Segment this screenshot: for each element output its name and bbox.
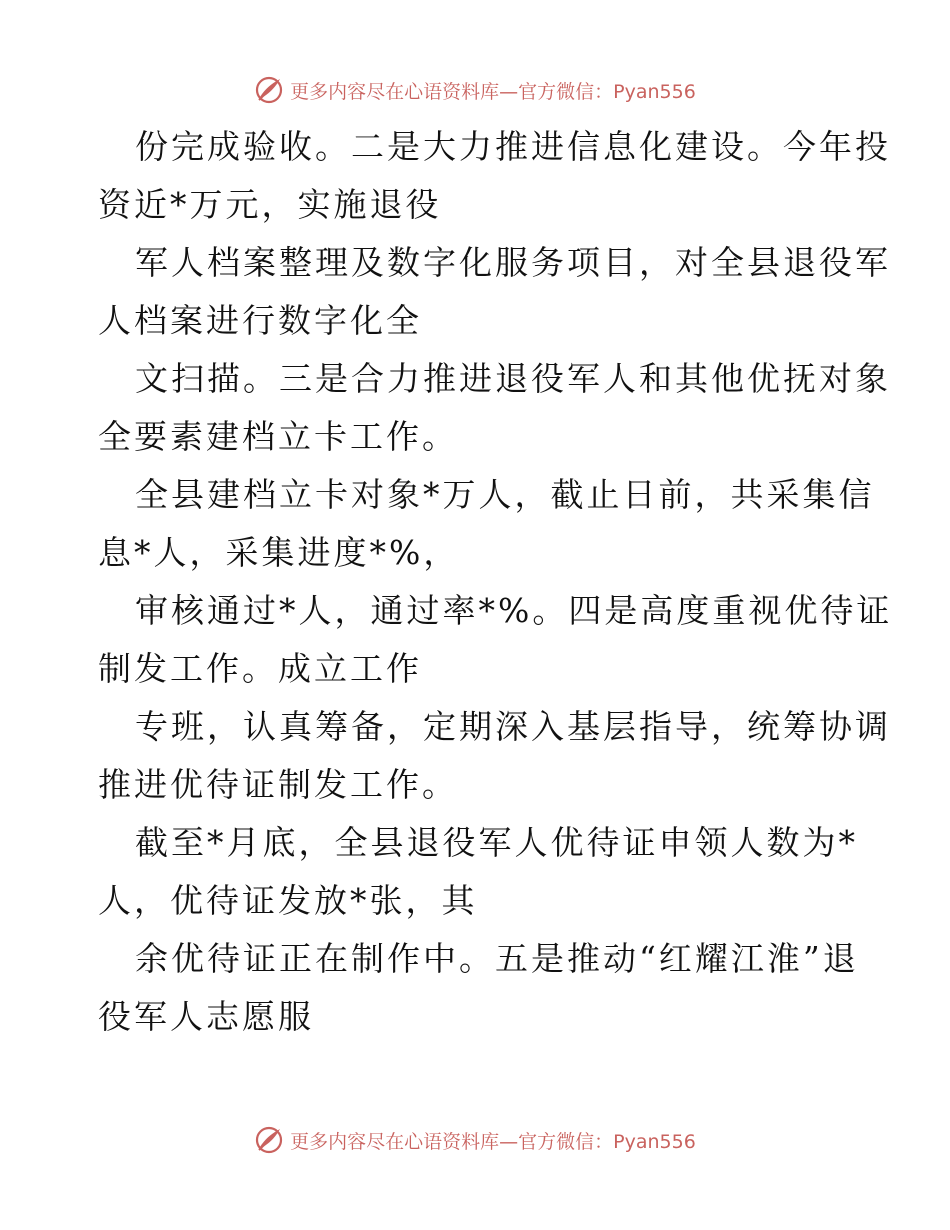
text-line: 余优待证正在制作中。五是推动“红耀江淮”退 <box>135 939 859 978</box>
text-line: 资近*万元，实施退役 <box>98 185 442 224</box>
text-line: 推进优待证制发工作。 <box>98 765 458 804</box>
text-line: 审核通过*人，通过率*%。四是高度重视优待证 <box>135 591 893 630</box>
text-line: 制发工作。成立工作 <box>98 649 422 688</box>
quill-logo-icon <box>254 1125 284 1155</box>
text-line: 全要素建档立卡工作。 <box>98 417 458 456</box>
text-line: 役军人志愿服 <box>98 997 314 1036</box>
text-line: 截至*月底，全县退役军人优待证申领人数为* <box>135 823 858 862</box>
text-line: 息*人，采集进度*%， <box>98 533 460 572</box>
header-watermark <box>0 70 950 110</box>
text-line: 专班，认真筹备，定期深入基层指导，统筹协调 <box>135 707 891 746</box>
quill-logo-icon <box>254 75 284 105</box>
text-line: 文扫描。三是合力推进退役军人和其他优抚对象 <box>135 359 891 398</box>
document-body <box>98 118 893 1046</box>
text-line: 军人档案整理及数字化服务项目，对全县退役军 <box>135 243 891 282</box>
footer-watermark <box>0 1120 950 1160</box>
text-line: 人档案进行数字化全 <box>98 301 422 340</box>
watermark-text: 更多内容尽在心语资料库—官方微信：Pyan556 <box>290 80 696 103</box>
text-line: 份完成验收。二是大力推进信息化建设。今年投 <box>135 127 891 166</box>
watermark-text: 更多内容尽在心语资料库—官方微信：Pyan556 <box>290 1130 696 1153</box>
text-line: 人，优待证发放*张，其 <box>98 881 478 920</box>
text-line: 全县建档立卡对象*万人，截止日前，共采集信 <box>135 475 875 514</box>
